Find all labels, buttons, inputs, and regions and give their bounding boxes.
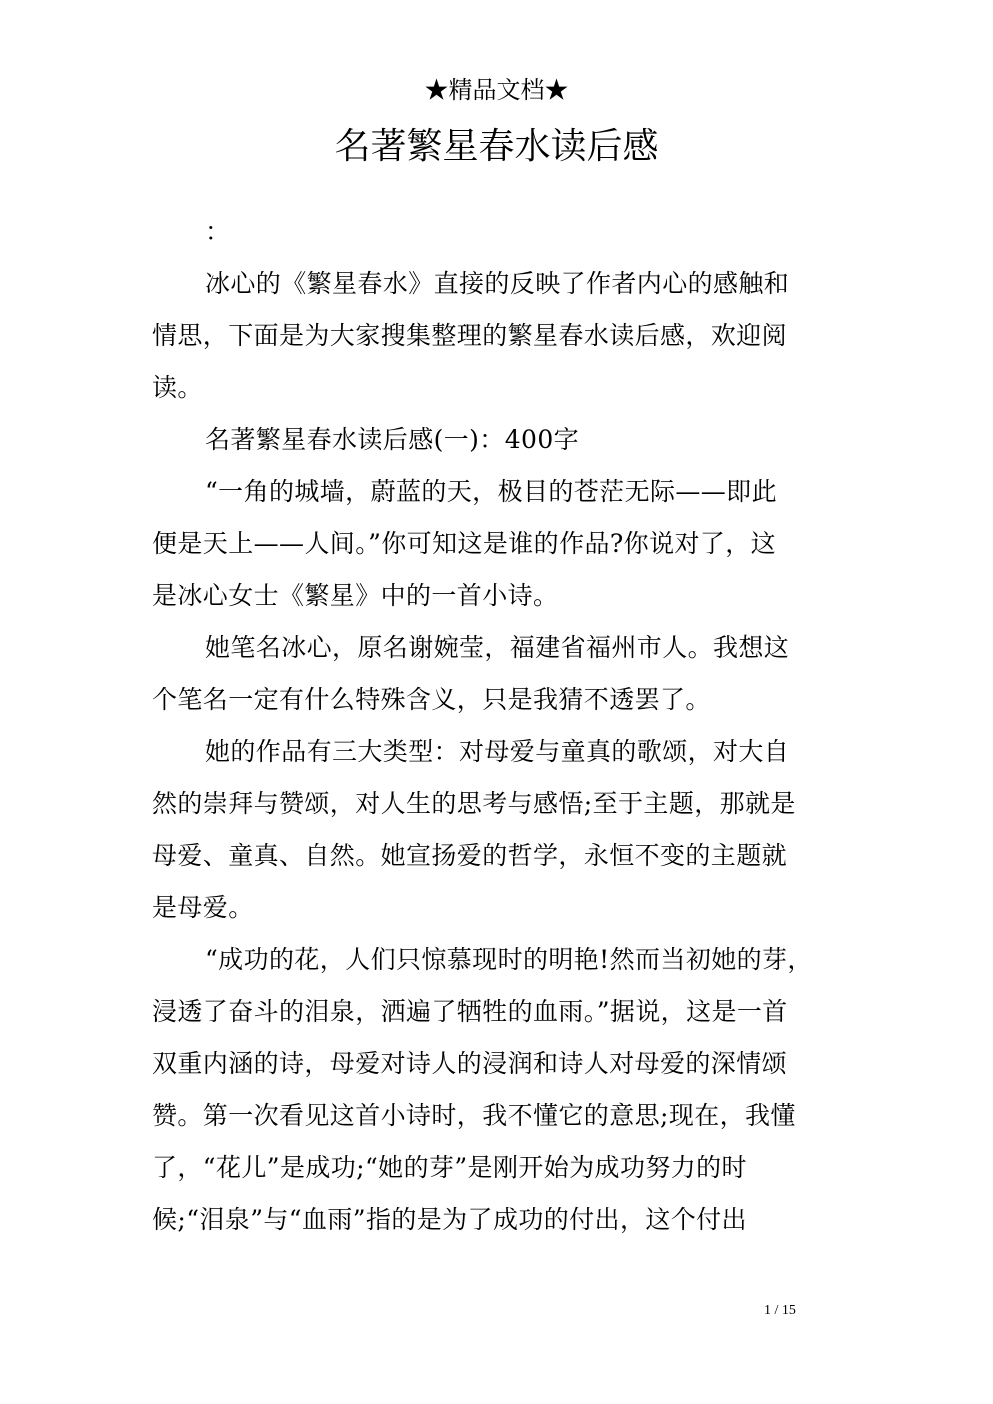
document-body: [152, 206, 842, 1246]
text-line: “一角的城墙，蔚蓝的天，极目的苍茫无际——即此: [205, 477, 777, 506]
document-title: 名著繁星春水读后感: [334, 126, 659, 167]
text-line: 名著繁星春水读后感(一)：400字: [205, 425, 580, 454]
section-heading: [152, 414, 842, 466]
text-line: ：: [205, 217, 231, 246]
text-line: 赞。第一次看见这首小诗时，我不懂它的意思;现在，我懂: [152, 1101, 796, 1130]
paragraph-colon: [152, 206, 842, 258]
paragraph-success-flower: [152, 934, 842, 1246]
text-line: 她笔名冰心，原名谢婉莹，福建省福州市人。我想这: [205, 633, 790, 662]
text-line: 是冰心女士《繁星》中的一首小诗。: [152, 581, 559, 610]
text-line: 冰心的《繁星春水》直接的反映了作者内心的感触和: [205, 269, 790, 298]
paragraph-themes: [152, 726, 842, 934]
text-line: 双重内涵的诗，母爱对诗人的浸润和诗人对母爱的深情颂: [152, 1049, 788, 1078]
text-line: 情思，下面是为大家搜集整理的繁星春水读后感，欢迎阅: [152, 321, 788, 350]
document-banner: ★精品文档★: [424, 76, 569, 104]
text-line: 然的崇拜与赞颂，对人生的思考与感悟;至于主题，那就是: [152, 789, 796, 818]
text-line: 母爱、童真、自然。她宣扬爱的哲学，永恒不变的主题就: [152, 841, 788, 870]
text-line: 了，“花儿”是成功;“她的芽”是刚开始为成功努力的时: [152, 1153, 747, 1182]
text-line: 读。: [152, 373, 203, 402]
text-line: 候;“泪泉”与“血雨”指的是为了成功的付出，这个付出: [152, 1205, 747, 1234]
paragraph-quote-poem: [152, 466, 842, 622]
page-number: 1 / 15: [764, 1303, 796, 1318]
text-line: 便是天上——人间。”你可知这是谁的作品?你说对了，这: [152, 529, 777, 558]
text-line: “成功的花，人们只惊慕现时的明艳!然而当初她的芽，: [205, 945, 813, 974]
paragraph-author: [152, 622, 842, 726]
text-line: 个笔名一定有什么特殊含义，只是我猜不透罢了。: [152, 685, 711, 714]
text-line: 她的作品有三大类型：对母爱与童真的歌颂，对大自: [205, 737, 790, 766]
text-line: 是母爱。: [152, 893, 254, 922]
paragraph-intro: [152, 258, 842, 414]
text-line: 浸透了奋斗的泪泉，洒遍了牺牲的血雨。”据说，这是一首: [152, 997, 788, 1026]
